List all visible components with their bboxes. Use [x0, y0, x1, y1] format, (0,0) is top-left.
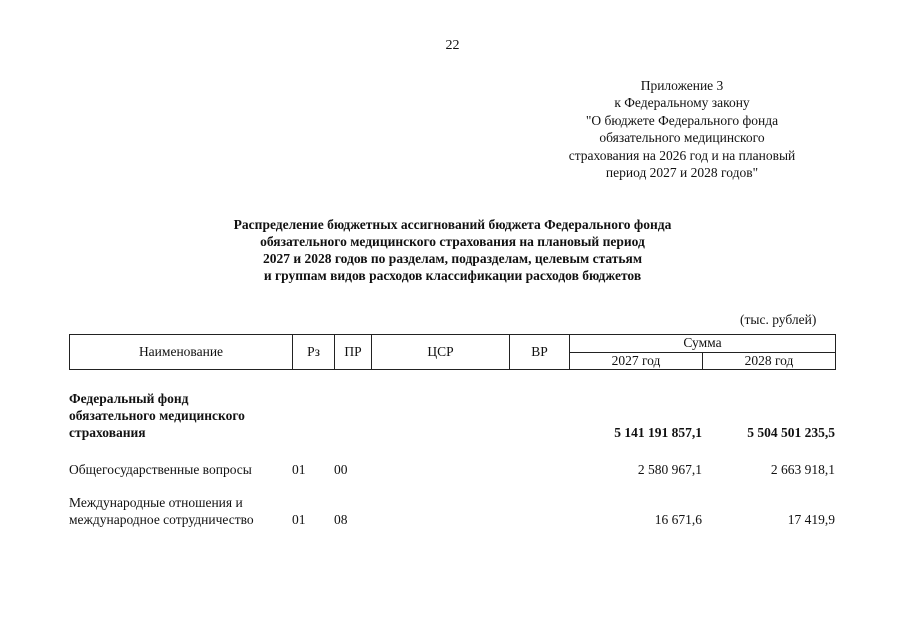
row-value-2028: 17 419,9 [787, 512, 835, 527]
row-csr [371, 390, 509, 441]
units-label: (тыс. рублей) [740, 312, 817, 327]
appendix-note [548, 77, 816, 181]
appendix-line: к Федеральному закону [614, 95, 750, 111]
table-row [69, 390, 835, 441]
row-name: Общегосударственные вопросы [69, 462, 252, 477]
row-csr [371, 494, 509, 528]
col-header-pr: ПР [335, 335, 372, 370]
row-value-2028: 2 663 918,1 [770, 462, 835, 477]
row-pr [334, 390, 371, 441]
page-number: 22 [445, 38, 460, 53]
row-pr: 08 [334, 512, 348, 527]
row-vr [509, 390, 569, 441]
row-name: Международные отношения и международное сотрудничество [69, 495, 254, 527]
col-header-2027: 2027 год [570, 352, 703, 370]
row-rz [292, 390, 334, 441]
title-line: Распределение бюджетных ассигнований бюджета Федерального фонда [233, 217, 672, 232]
row-pr: 00 [334, 462, 348, 477]
title-line: 2027 и 2028 годов по разделам, подразделам, целевым статьям [262, 251, 643, 266]
row-rz: 01 [292, 512, 306, 527]
table-row [69, 461, 835, 478]
col-header-vr: ВР [510, 335, 570, 370]
budget-table-body [69, 390, 835, 528]
col-header-rz: Рз [293, 335, 335, 370]
appendix-line: период 2027 и 2028 годов" [605, 165, 759, 181]
col-header-2028: 2028 год [703, 352, 836, 370]
appendix-line: страхования на 2026 год и на плановый [568, 147, 796, 163]
row-value-2028: 5 504 501 235,5 [747, 425, 835, 440]
row-vr [509, 461, 569, 478]
row-rz: 01 [292, 462, 306, 477]
appendix-line: Приложение 3 [640, 78, 724, 93]
row-value-2027: 2 580 967,1 [637, 462, 702, 477]
col-header-sum: Сумма [570, 335, 836, 353]
row-vr [509, 494, 569, 528]
document-title [150, 216, 755, 284]
row-name: Федеральный фонд обязательного медицинского страхования [69, 391, 245, 440]
table-row [69, 494, 835, 528]
row-value-2027: 16 671,6 [654, 512, 702, 527]
row-value-2027: 5 141 191 857,1 [614, 425, 702, 440]
appendix-line: обязательного медицинского [599, 130, 765, 146]
title-line: и группам видов расходов классификации расходов бюджетов [263, 268, 642, 283]
col-header-name: Наименование [70, 335, 293, 370]
title-line: обязательного медицинского страхования на плановый период [260, 234, 645, 249]
row-csr [371, 461, 509, 478]
appendix-line: "О бюджете Федерального фонда [585, 112, 779, 128]
budget-table-header [69, 334, 836, 370]
col-header-csr: ЦСР [372, 335, 510, 370]
